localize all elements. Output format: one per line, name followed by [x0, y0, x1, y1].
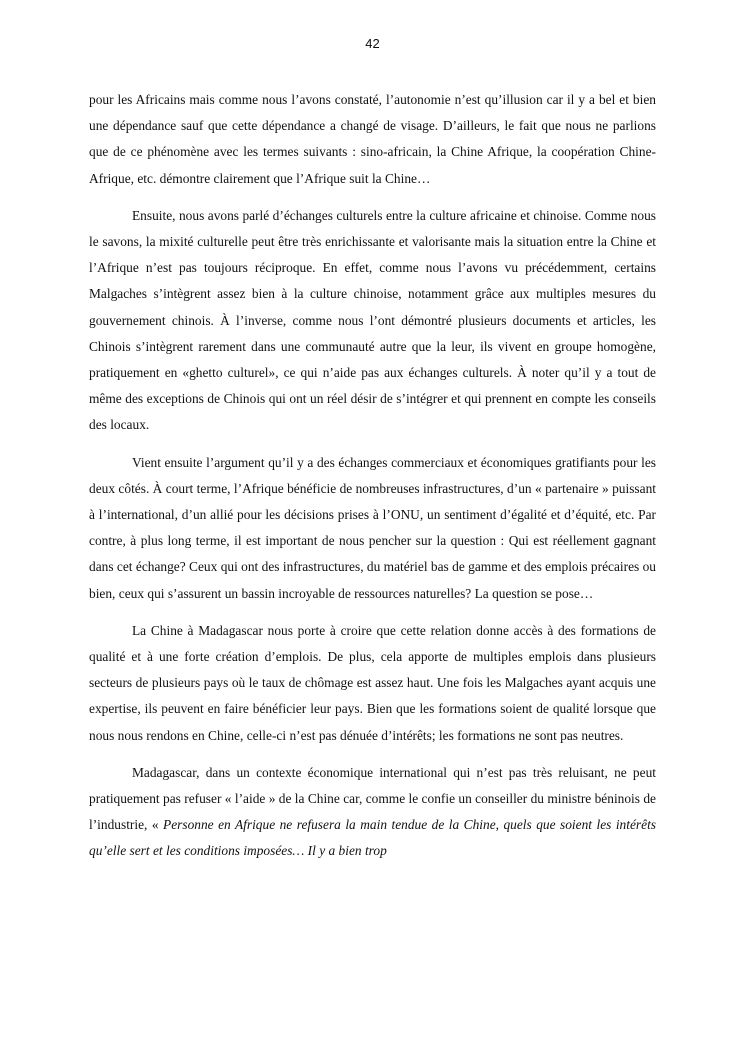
- paragraph-cultural-exchanges: Ensuite, nous avons parlé d’échanges culturels entre la culture africaine et chinoise. Comme nous le savons, la mixité culturelle peut être très enrichissante et valorisante mais la situation entre la Chine et l’Afrique n’est pas toujours réciproque. En effet, comme nous l’avons vu précédemment, certains Malgaches s’intègrent assez bien à la culture chinoise, notamment grâce aux multiples mesures du gouvernement chinois. À l’inverse, comme nous l’ont démontré plusieurs documents et articles, les Chinois s’intègrent rarement dans une communauté autre que la leur, ils vivent en groupe homogène, pratiquement en «ghetto culturel», ce qui n’aide pas aux échanges culturels. À noter qu’il y a tout de même des exceptions de Chinois qui ont un réel désir de s’intégrer et qui prennent en compte les conseils des locaux.: [89, 207, 656, 433]
- page-number: 42: [365, 36, 380, 51]
- italic-quote: Personne en Afrique ne refusera la main tendue de la Chine, quels que soient les intérêts qu’elle sert et les conditions imposées… Il y a bien trop: [89, 817, 657, 859]
- paragraph-commercial-exchanges: Vient ensuite l’argument qu’il y a des échanges commerciaux et économiques gratifiants pour les deux côtés. À court terme, l’Afrique bénéficie de nombreuses infrastructures, d’un « partenaire » puissant à l’international, d’un allié pour les décisions prises à l’ONU, un sentiment d’égalité et d’équité, etc. Par contre, à plus long terme, il est important de nous pencher sur la question : Qui est réellement gagnant dans cet échange? Ceux qui ont des infrastructures, du matériel bas de gamme et des emplois précaires ou bien, ceux qui s’assurent un bassin incroyable de ressources naturelles? La question se pose…: [89, 454, 656, 601]
- paragraph-madagascar-aid: [89, 760, 656, 865]
- document-body: [89, 87, 656, 865]
- paragraph-text: Madagascar, dans un contexte économique international qui n’est pas très reluisant, ne peut pratiquement pas refuser « l’aide » de la Chine car, comme le confie un conseiller du ministre béninois de l’industrie, «: [89, 764, 656, 833]
- paragraph-continuation: pour les Africains mais comme nous l’avons constaté, l’autonomie n’est qu’illusion car il y a bel et bien une dépendance sauf que cette dépendance a changé de visage. D’ailleurs, le fait que nous ne parlions que de ce phénomène avec les termes suivants : sino-africain, la Chine Afrique, la coopération Chine-Afrique, etc. démontre clairement que l’Afrique suit la Chine…: [89, 92, 656, 186]
- paragraph-training-employment: La Chine à Madagascar nous porte à croire que cette relation donne accès à des formations de qualité et à une forte création d’emplois. De plus, cela apporte de multiples emplois dans plusieurs secteurs de plusieurs pays où le taux de chômage est assez haut. Une fois les Malgaches ayant acquis une expertise, ils peuvent en faire bénéficier leur pays. Bien que les formations soient de qualité lorsque que nous nous rendons en Chine, celle-ci n’est pas dénuée d’intérêts; les formations ne sont pas neutres.: [89, 622, 656, 743]
